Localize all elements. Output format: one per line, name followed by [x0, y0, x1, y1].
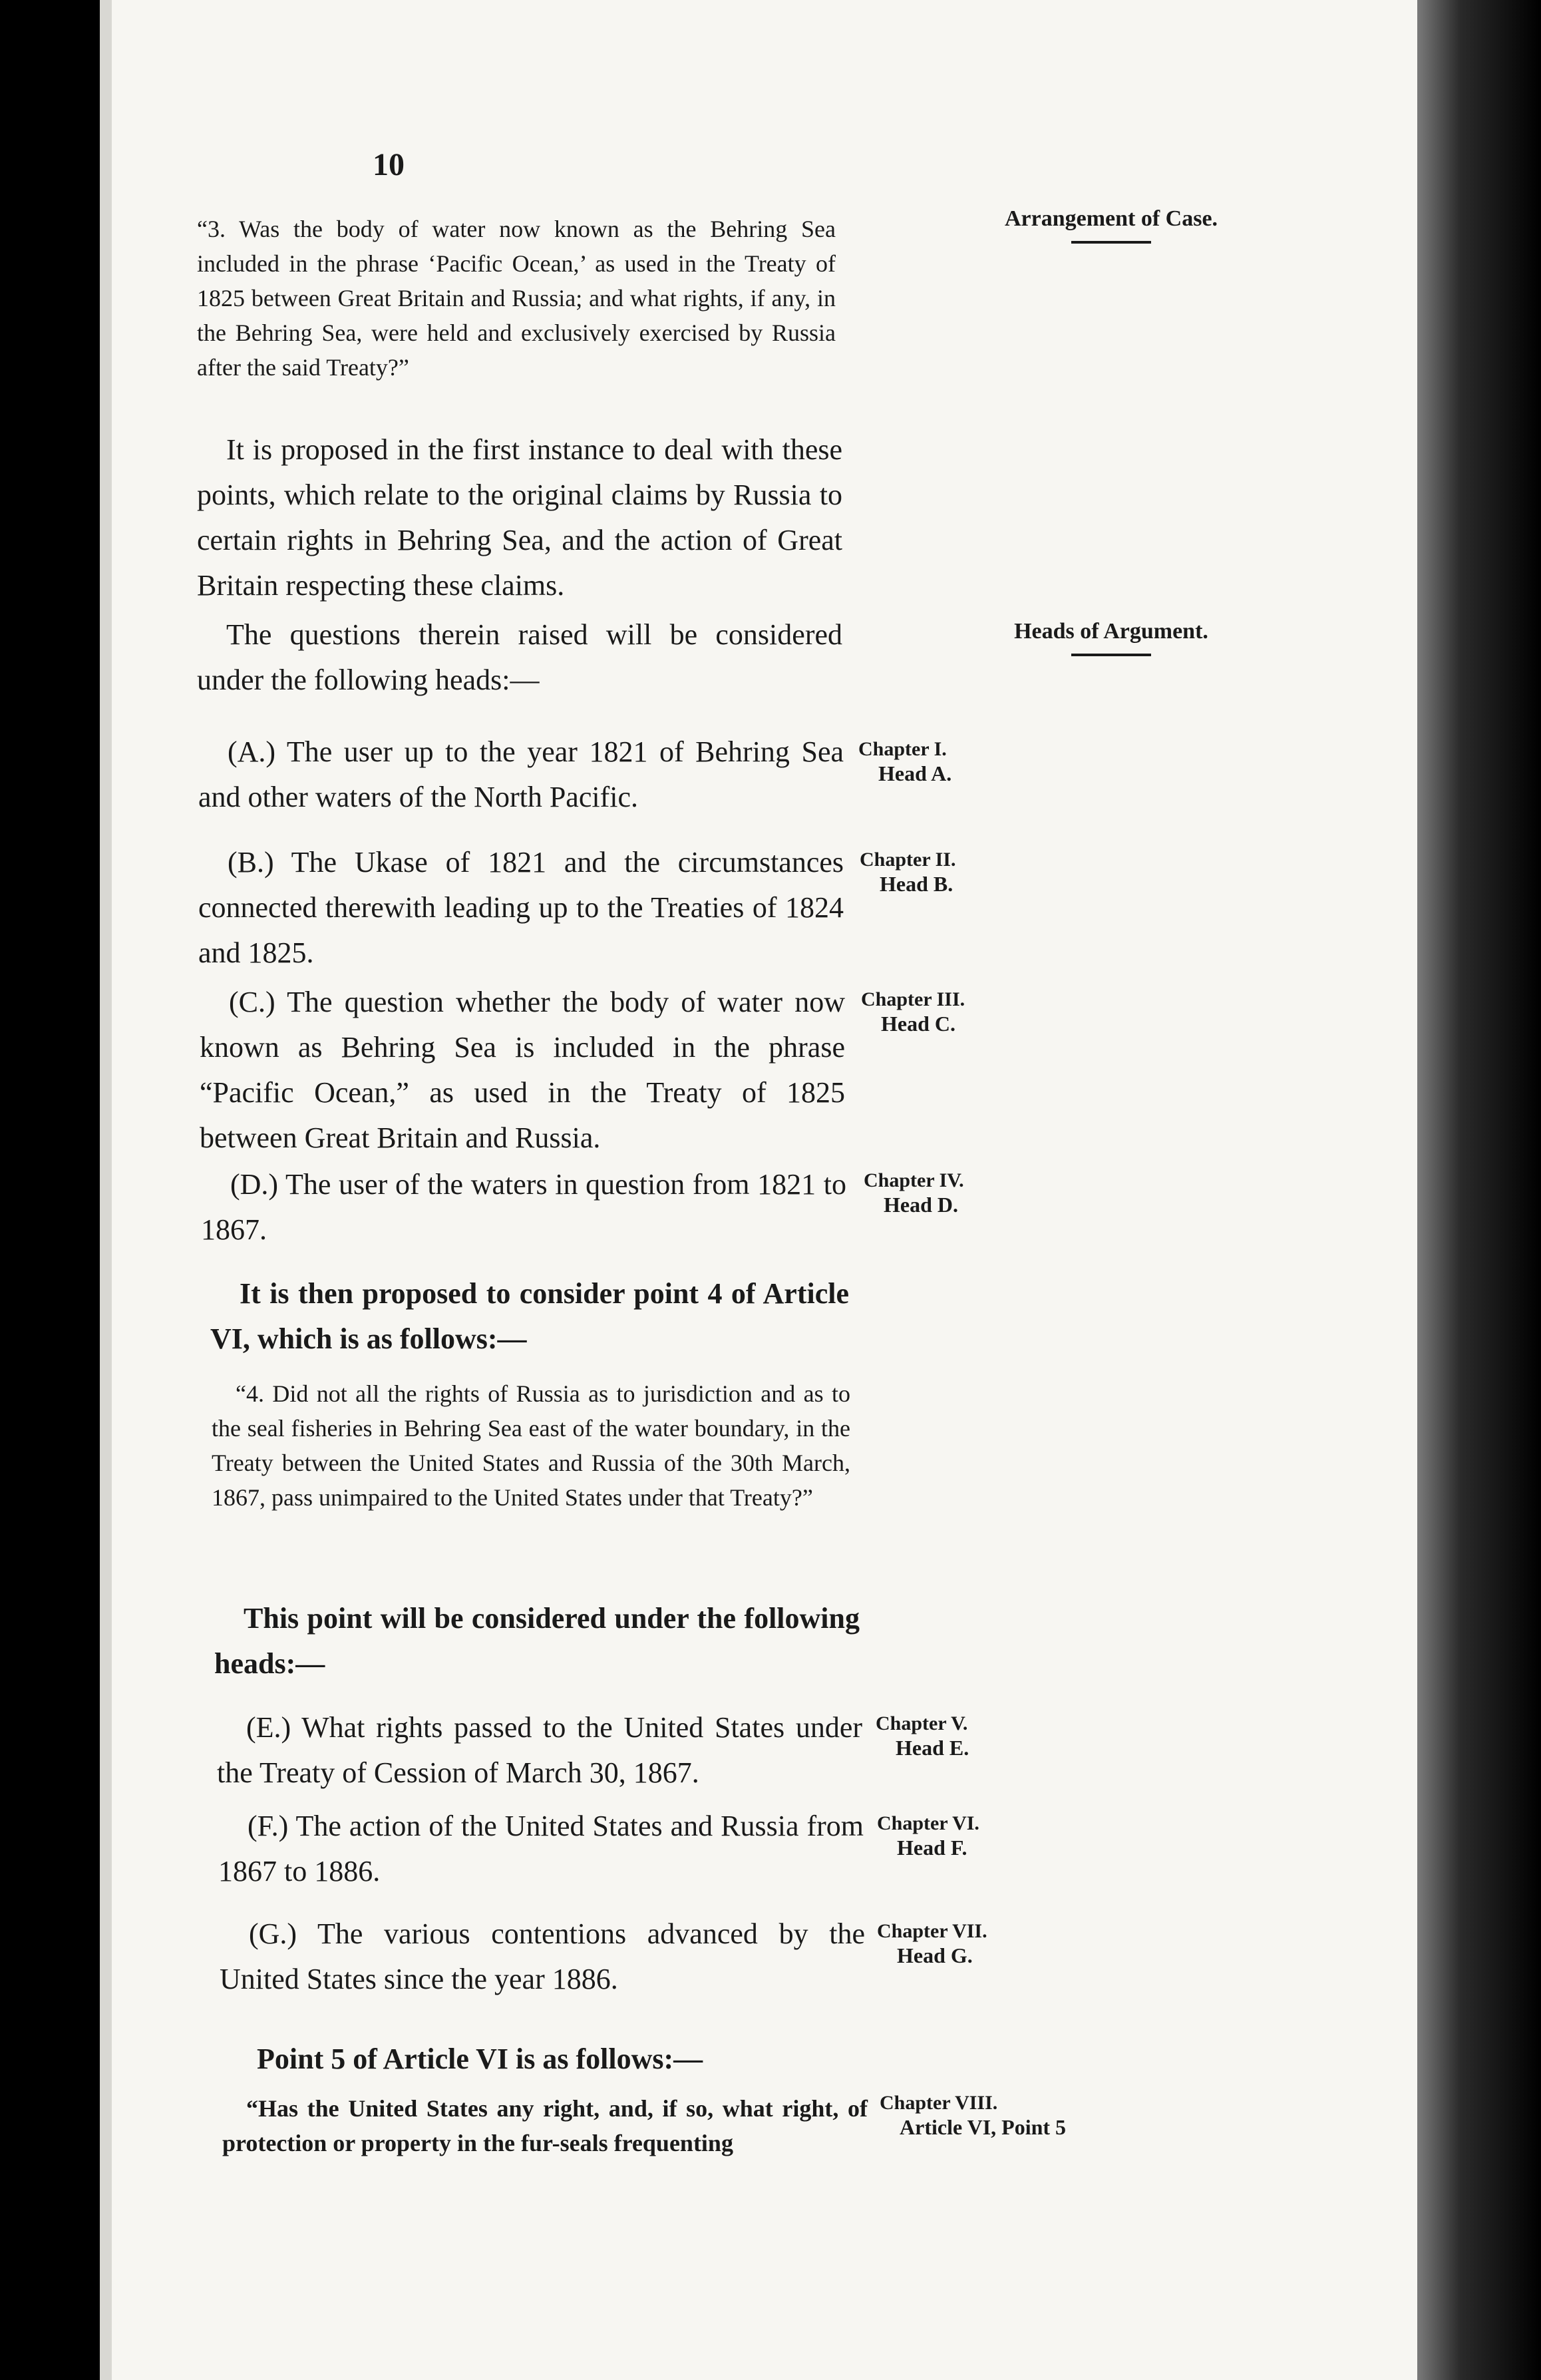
- chapter-label-b: [860, 848, 955, 896]
- head-entry-g: (G.) The various contentions advanced by the United States since the year 1886.: [220, 1917, 865, 1995]
- chapter-label-c-chapter: Chapter III.: [861, 988, 965, 1010]
- chapter-label-d-chapter: Chapter IV.: [864, 1169, 964, 1191]
- chapter-label-f-chapter: Chapter VI.: [877, 1812, 979, 1834]
- head-entry-d: (D.) The user of the waters in question from 1821 to 1867.: [201, 1168, 846, 1246]
- point4-quote: “4. Did not all the rights of Russia as to jurisdiction and as to the seal fisheries in Behring Sea east of the water boundary, in the Treaty between the United States and Russia of the 30th March, 1867, pass unimpaired to the United States under that Treaty?”: [212, 1380, 850, 1511]
- chapter-label-point5-chapter: Chapter VIII.: [880, 2092, 998, 2114]
- paragraph-questions: The questions therein raised will be considered under the following heads:—: [197, 618, 842, 696]
- paragraph-proposal: It is proposed in the first instance to deal with these points, which relate to the original claims by Russia to certain rights in Behring Sea, and the action of Great Britain respecting these claims.: [197, 433, 842, 602]
- paragraph-point5-intro: Point 5 of Article VI is as follows:—: [257, 2043, 703, 2075]
- intro-quote: “3. Was the body of water now known as the Behring Sea included in the phrase ‘Pacific Ocean,’ as used in the Treaty of 1825 between Great Britain and Russia; and what rights, if any, in the Behring Sea, were held and exclusively exercised by Russia after the said Treaty?”: [197, 216, 836, 381]
- chapter-label-d: [864, 1169, 964, 1217]
- page-right-shadow: [1417, 0, 1541, 2380]
- chapter-label-g: [877, 1919, 987, 1967]
- chapter-label-e-head: Head E.: [896, 1736, 969, 1760]
- head-entry-f: (F.) The action of the United States and Russia from 1867 to 1886.: [218, 1810, 864, 1887]
- paragraph-following-heads: This point will be considered under the following heads:—: [214, 1602, 860, 1680]
- margin-note-rule: [1071, 241, 1151, 244]
- margin-note-heads: [971, 619, 1251, 656]
- chapter-label-g-head: Head G.: [897, 1943, 973, 1967]
- page-number: 10: [373, 147, 405, 182]
- chapter-label-f: [877, 1812, 979, 1860]
- margin-note-arrangement: [971, 206, 1251, 244]
- point5-quote: “Has the United States any right, and, if so, what right, of protection or property in the fur-seals frequenting: [222, 2095, 868, 2156]
- chapter-label-e: [876, 1712, 969, 1760]
- chapter-label-point5: [880, 2091, 1066, 2139]
- chapter-label-b-chapter: Chapter II.: [860, 849, 956, 871]
- margin-note-heads-text: Heads of Argument.: [1014, 619, 1208, 644]
- chapter-label-d-head: Head D.: [884, 1193, 958, 1217]
- chapter-label-e-chapter: Chapter V.: [876, 1712, 968, 1734]
- margin-note-rule: [1071, 654, 1151, 656]
- chapter-label-a: [858, 737, 951, 785]
- chapter-label-c-head: Head C.: [881, 1012, 955, 1036]
- chapter-label-g-chapter: Chapter VII.: [877, 1920, 987, 1942]
- chapter-label-a-chapter: Chapter I.: [858, 738, 947, 760]
- page-left-edge: [100, 0, 112, 2380]
- chapter-label-point5-head: Article VI, Point 5: [900, 2115, 1067, 2139]
- head-entry-b: (B.) The Ukase of 1821 and the circumstances connected therewith leading up to the Treaties of 1824 and 1825.: [198, 846, 844, 969]
- chapter-label-f-head: Head F.: [897, 1836, 967, 1860]
- chapter-label-c: [861, 988, 965, 1036]
- chapter-label-a-head: Head A.: [878, 761, 952, 785]
- chapter-label-b-head: Head B.: [880, 872, 953, 896]
- margin-note-arrangement-text: Arrangement of Case.: [1004, 206, 1218, 231]
- head-entry-e: (E.) What rights passed to the United States under the Treaty of Cession of March 30, 1867.: [217, 1711, 862, 1789]
- head-entry-a: (A.) The user up to the year 1821 of Behring Sea and other waters of the North Pacific.: [198, 735, 844, 813]
- paragraph-then-proposed: It is then proposed to consider point 4 of Article VI, which is as follows:—: [210, 1277, 849, 1355]
- head-entry-c: (C.) The question whether the body of water now known as Behring Sea is included in the phrase “Pacific Ocean,” as used in the Treaty of 1825 between Great Britain and Russia.: [200, 986, 845, 1154]
